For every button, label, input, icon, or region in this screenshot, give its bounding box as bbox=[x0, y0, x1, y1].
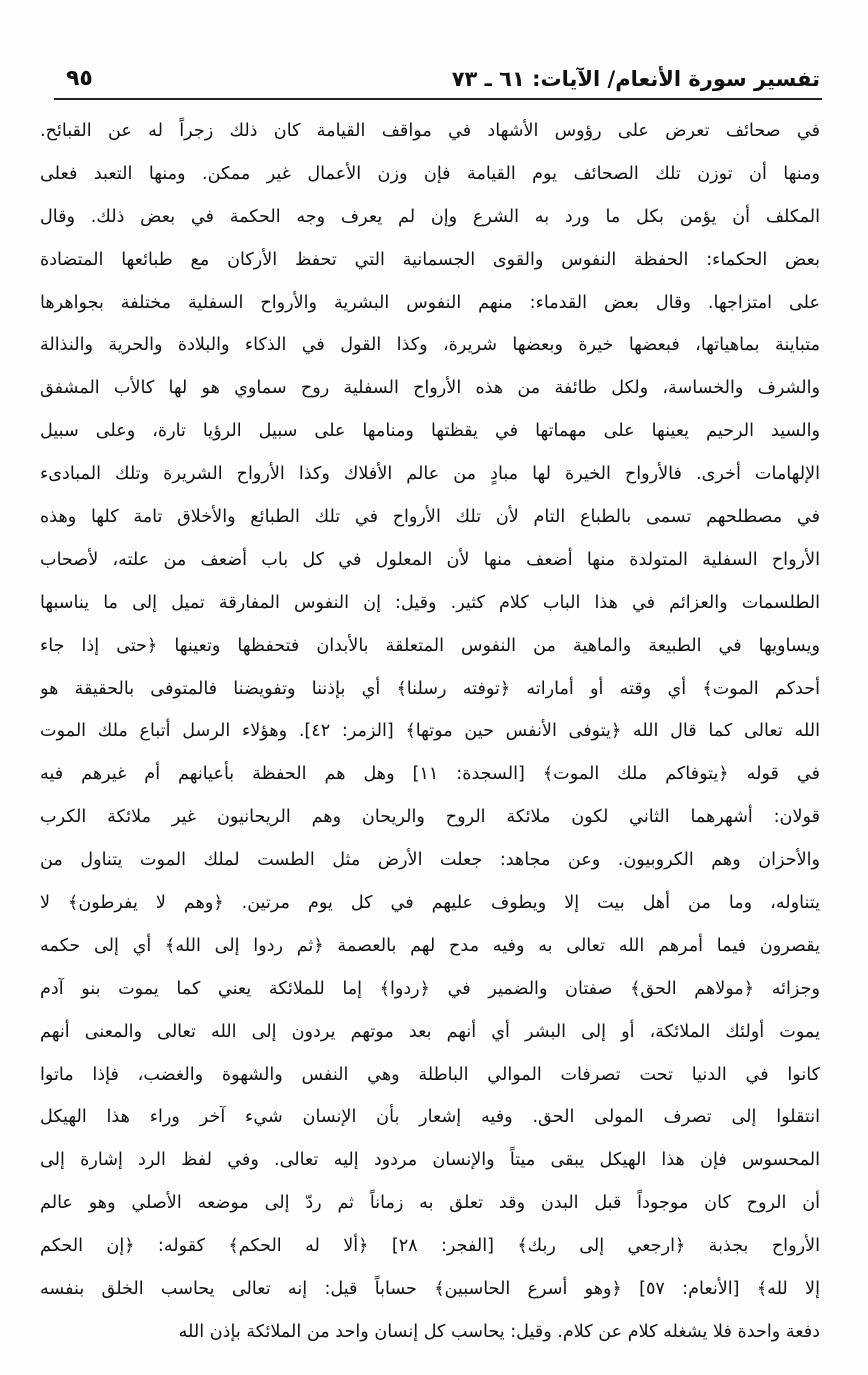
text-line: الإلهامات أخرى. فالأرواح الخيرة لها مبادٍ من عالم الأفلاك وكذا الأرواح الشريرة وتلك المبادىء bbox=[40, 464, 820, 485]
text-line: متباينة بماهياتها، فبعضها خيرة وبعضها شريرة، وكذا القول في الذكاء والبلادة والحرية والنذالة bbox=[40, 335, 820, 356]
body-text bbox=[40, 110, 820, 1354]
text-line: في صحائف تعرض على رؤوس الأشهاد في مواقف القيامة كان ذلك زجراً له عن القبائح. bbox=[40, 121, 820, 141]
text-line: في مصطلحهم تسمى بالطباع التام لأن تلك الأرواح في تلك الطبائع والأخلاق تامة كلها وهذه bbox=[40, 507, 820, 528]
text-line: الطلسمات والعزائم في هذا الباب كلام كثير. وقيل: إن النفوس المفارقة تميل إلى ما يناسبها bbox=[40, 592, 820, 613]
text-line: وجزائه ﴿مولاهم الحق﴾ صفتان والضمير في ﴿ردوا﴾ إما للملائكة يعني كما يموت بنو آدم bbox=[40, 978, 820, 999]
text-line: الله تعالى كما قال الله ﴿يتوفى الأنفس حين موتها﴾ [الزمر: ٤٢]. وهؤلاء الرسل أتباع ملك الموت bbox=[40, 721, 820, 742]
text-line: ويساويها في الطبيعة والماهية من النفوس المتعلقة بالأبدان فتحفظها وتعينها ﴿حتى إذا جاء bbox=[40, 635, 820, 656]
text-line: إلا لله﴾ [الأنعام: ٥٧] ﴿وهو أسرع الحاسبين﴾ حساباً قيل: إنه تعالى يحاسب الخلق بنفسه bbox=[40, 1279, 820, 1300]
text-line: الأرواح بجذبة ﴿ارجعي إلى ربك﴾ [الفجر: ٢٨] ﴿ألا له الحكم﴾ كقوله: ﴿إن الحكم bbox=[40, 1236, 820, 1257]
text-line: والشرف والخساسة، ولكل طائفة من هذه الأرواح السفلية روح سماوي هو لها كالأب المشفق bbox=[40, 378, 820, 399]
text-line: أن الروح كان موجوداً قبل البدن وقد تعلق به زماناً ثم ردّ إلى موضعه الأصلي وهو عالم bbox=[40, 1193, 820, 1214]
running-title: تفسير سورة الأنعام/ الآيات: ٦١ ـ ٧٣ bbox=[451, 67, 820, 91]
header-divider bbox=[54, 98, 822, 100]
text-line: المكلف أن يؤمن بكل ما ورد به الشرع وإن لم يعرف وجه الحكمة في بعض ذلك. وقال bbox=[40, 206, 820, 227]
text-line: والسيد الرحيم يعينها على مهماتها في يقظتها ومنامها على سبيل الرؤيا تارة، وعلى سبيل bbox=[40, 421, 820, 442]
text-line: والأحزان وهم الكروبيون. وعن مجاهد: جعلت الأرض مثل الطست لملك الموت يتناول من bbox=[40, 850, 820, 871]
text-line: المحسوس فإن هذا الهيكل يبقى ميتاً والإنسان مردود إليه تعالى. وفي لفظ الرد إشارة إلى bbox=[40, 1150, 820, 1171]
text-line: ومنها أن توزن تلك الصحائف يوم القيامة فإن وزن الأعمال غير ممكن. ومنها التعبد فعلى bbox=[40, 163, 820, 184]
text-line: يقصرون فيما أمرهم الله تعالى به وفيه مدح لهم بالعصمة ﴿ثم ردوا إلى الله﴾ أي إلى حكمه bbox=[40, 935, 820, 956]
text-line: دفعة واحدة فلا يشغله كلام عن كلام. وقيل: يحاسب كل إنسان واحد من الملائكة بإذن الله bbox=[178, 1321, 820, 1342]
text-line: في قوله ﴿يتوفاكم ملك الموت﴾ [السجدة: ١١] وهل هم الحفظة بأعيانهم أم غيرهم فيه bbox=[40, 764, 820, 785]
text-line: أحدكم الموت﴾ أي وقته أو أماراته ﴿توفته رسلنا﴾ أي بإذننا وتفويضنا فالمتوفى بالحقيقة هو bbox=[40, 678, 820, 699]
text-line: بعض الحكماء: الحفظة النفوس والقوى الجسمانية التي تحفظ الأركان مع طبائعها المتضادة bbox=[40, 249, 820, 270]
text-line: كانوا في الدنيا تحت تصرفات الموالي الباطلة وهي النفس والشهوة والغضب، فإذا ماتوا bbox=[40, 1064, 820, 1085]
text-line: يموت أولئك الملائكة، أو إلى البشر أي أنهم بعد موتهم يردون إلى الله تعالى والمعنى أنهم bbox=[40, 1021, 820, 1042]
page-number: ٩٥ bbox=[66, 66, 93, 91]
text-line: قولان: أشهرهما الثاني لكون ملائكة الروح والريحان وهم الريحانيون غير ملائكة الكرب bbox=[40, 807, 820, 828]
text-line: يتناوله، وما من أهل بيت إلا ويطوف عليهم في كل يوم مرتين. ﴿وهم لا يفرطون﴾ لا bbox=[40, 893, 820, 914]
text-line: على امتزاجها. وقال بعض القدماء: منهم النفوس البشرية والأرواح السفلية مختلفة بجواهرها bbox=[40, 292, 820, 313]
page-header bbox=[58, 58, 820, 94]
text-line: الأرواح السفلية المتولدة منها أضعف منها لأن المعلول في كل باب أضعف من علته، لأصحاب bbox=[40, 549, 820, 570]
text-line: انتقلوا إلى تصرف المولى الحق. وفيه إشعار بأن الإنسان شيء آخر وراء هذا الهيكل bbox=[40, 1107, 820, 1128]
